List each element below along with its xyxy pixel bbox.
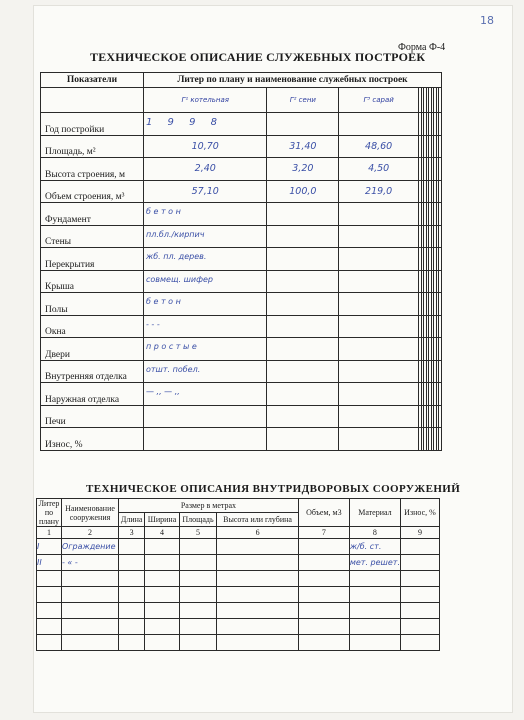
header-area: Площадь: [179, 513, 217, 527]
table-row: [41, 180, 442, 203]
col-number: 5: [179, 527, 217, 539]
table-row: [41, 203, 442, 226]
table-row: [41, 158, 442, 181]
row-label: Площадь, м²: [41, 135, 144, 158]
col-number: 4: [145, 527, 179, 539]
row-liter: I: [37, 539, 62, 555]
form-label: Форма Ф-4: [398, 42, 446, 53]
row-label: Крыша: [41, 270, 144, 293]
row-label: Внутренняя отделка: [41, 360, 144, 383]
service-buildings-table: [40, 72, 442, 451]
table-row: [41, 248, 442, 271]
title-courtyard-structures: ТЕХНИЧЕСКОЕ ОПИСАНИЯ ВНУТРИДВОРОВЫХ СООРУЖЕНИЙ: [86, 483, 461, 495]
header-name: Наименование сооружения: [62, 499, 119, 527]
row-value: 3,20: [267, 158, 339, 181]
header-height: Высота или глубина: [217, 513, 299, 527]
row-name: - « -: [62, 555, 119, 571]
header-volume: Объем, м3: [298, 499, 349, 527]
building-label-g2: Г² сени: [267, 88, 339, 113]
col-number: 8: [349, 527, 400, 539]
row-label: Наружная отделка: [41, 383, 144, 406]
row-handwritten-value: п р о с т ы е: [146, 342, 197, 351]
row-label: Фундамент: [41, 203, 144, 226]
title-service-buildings: ТЕХНИЧЕСКОЕ ОПИСАНИЕ СЛУЖЕБНЫХ ПОСТРОЕК: [90, 50, 426, 64]
row-material: мет. решет.: [349, 555, 400, 571]
row-value: 10,70: [144, 135, 267, 158]
row-handwritten-value: жб. пл. дерев.: [146, 252, 207, 261]
table-row: [41, 225, 442, 248]
header-wear: Износ, %: [401, 499, 440, 527]
row-value: 100,0: [267, 180, 339, 203]
header-size: Размер в метрах: [119, 499, 299, 513]
row-label: Высота строения, м: [41, 158, 144, 181]
table-row: [41, 383, 442, 406]
row-label: Полы: [41, 293, 144, 316]
col-number: 1: [37, 527, 62, 539]
table-row: [37, 635, 440, 651]
table-row: [41, 428, 442, 451]
header-length: Длина: [119, 513, 145, 527]
table-row: [37, 539, 440, 555]
row-label: Печи: [41, 405, 144, 428]
row-value: 4,50: [339, 158, 419, 181]
row-handwritten-value: 1 9 9 8: [146, 117, 223, 128]
subheader-empty: [41, 88, 144, 113]
header-liter: Литер по плану: [37, 499, 62, 527]
header-indicators: Показатели: [41, 73, 144, 88]
row-handwritten-value: — ,, — ,,: [146, 387, 180, 396]
table-row: [37, 619, 440, 635]
header-liter-name: Литер по плану и наименование служебных построек: [144, 73, 442, 88]
courtyard-structures-table: [36, 498, 440, 651]
col-number: 9: [401, 527, 440, 539]
row-label: Двери: [41, 338, 144, 361]
table-row: [37, 603, 440, 619]
row-label: Год постройки: [41, 113, 144, 136]
row-handwritten-value: пл.бл./кирпич: [146, 229, 205, 239]
table-row: [41, 315, 442, 338]
col-number: 6: [217, 527, 299, 539]
row-material: ж/б. ст.: [349, 539, 400, 555]
row-label: Перекрытия: [41, 248, 144, 271]
row-name: Ограждение: [62, 539, 119, 555]
row-value: 48,60: [339, 135, 419, 158]
col-number: 7: [298, 527, 349, 539]
row-handwritten-value: - - -: [146, 319, 160, 329]
table-row: [37, 555, 440, 571]
row-liter: II: [37, 555, 62, 571]
row-label: Окна: [41, 315, 144, 338]
row-label: Стены: [41, 225, 144, 248]
row-value: 31,40: [267, 135, 339, 158]
table-row: [37, 571, 440, 587]
table-row: [41, 405, 442, 428]
table-row: [41, 338, 442, 361]
row-handwritten-value: б е т о н: [146, 297, 181, 306]
row-handwritten-value: отшт. побел.: [146, 364, 201, 374]
row-handwritten-value: совмещ. шифер: [146, 274, 213, 284]
col-number: 2: [62, 527, 119, 539]
row-label: Объем строения, м³: [41, 180, 144, 203]
table-row: [41, 135, 442, 158]
building-label-g1: Г¹ котельная: [144, 88, 267, 113]
row-handwritten-value: б е т о н: [146, 207, 181, 216]
row-value: 219,0: [339, 180, 419, 203]
row-label: Износ, %: [41, 428, 144, 451]
page-number: 18: [480, 14, 494, 27]
row-value: 2,40: [144, 158, 267, 181]
header-material: Материал: [349, 499, 400, 527]
table-row: [41, 293, 442, 316]
table-row: [41, 113, 442, 136]
col-number: 3: [119, 527, 145, 539]
table-row: [37, 587, 440, 603]
table-row: [41, 270, 442, 293]
row-value: 57,10: [144, 180, 267, 203]
building-label-g3: Г³ сарай: [339, 88, 419, 113]
header-width: Ширина: [145, 513, 179, 527]
table-row: [41, 360, 442, 383]
